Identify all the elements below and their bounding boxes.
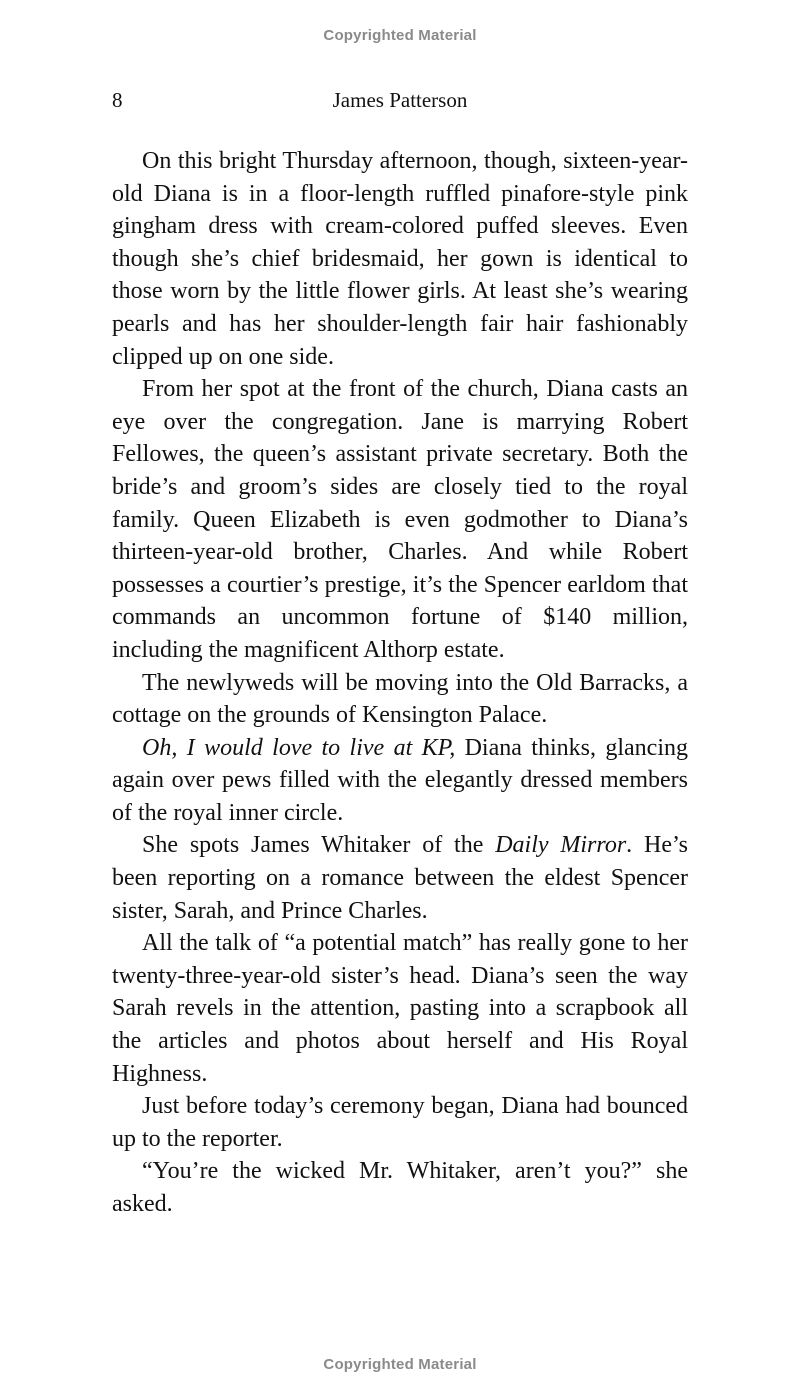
copyright-watermark-top: Copyrighted Material: [323, 27, 477, 44]
paragraph: On this bright Thursday afternoon, though, sixteen-year-old Diana is in a floor-length ruffled pinafore-style pink gingham dress with cream-colored puffed sleeves. Even though she’s chief bridesmaid, her gown is identical to those worn by the little flower girls. At least she’s wearing pearls and has her shoulder-length fair hair fashionably clipped up on one side.: [112, 148, 688, 370]
italic-publication-title: Daily Mirror: [495, 832, 627, 859]
paragraph: [112, 732, 688, 830]
body-text: [112, 145, 688, 1221]
paragraph: [112, 829, 688, 927]
italic-thought: Oh, I would love to live at KP,: [142, 734, 456, 761]
paragraph: The newlyweds will be moving into the Old Barracks, a cottage on the grounds of Kensington Palace.: [112, 669, 688, 729]
paragraph-text: She spots James Whitaker of the: [142, 832, 496, 859]
paragraph: All the talk of “a potential match” has really gone to her twenty-three-year-old sister’s head. Diana’s seen the way Sarah revels in the attention, pasting into a scrapbook all the articles and photos about herself and His Royal Highness.: [112, 930, 688, 1087]
paragraph-text: . He’s been reporting on a romance between the eldest Spencer sister, Sarah, and Prince Charles.: [112, 832, 688, 924]
paragraph: “You’re the wicked Mr. Whitaker, aren’t you?” she asked.: [112, 1158, 688, 1217]
running-head-author: James Patterson: [332, 88, 468, 112]
paragraph-text: Diana thinks, glancing again over pews filled with the elegantly dressed members of the royal inner circle.: [112, 734, 688, 826]
copyright-watermark-bottom: Copyrighted Material: [323, 1356, 477, 1373]
paragraph: From her spot at the front of the church, Diana casts an eye over the congregation. Jane is marrying Robert Fellowes, the queen’s assistant private secretary. Both the bride’s and groom’s sides are closely tied to the royal family. Queen Elizabeth is even godmother to Diana’s thirteen-year-old brother, Charles. And while Robert possesses a courtier’s prestige, it’s the Spencer earldom that commands an uncommon fortune of $140 million, including the magnificent Althorp estate.: [112, 376, 688, 663]
page-number: 8: [112, 88, 123, 112]
running-header: [112, 88, 688, 118]
paragraph: Just before today’s ceremony began, Diana had bounced up to the reporter.: [112, 1093, 688, 1152]
